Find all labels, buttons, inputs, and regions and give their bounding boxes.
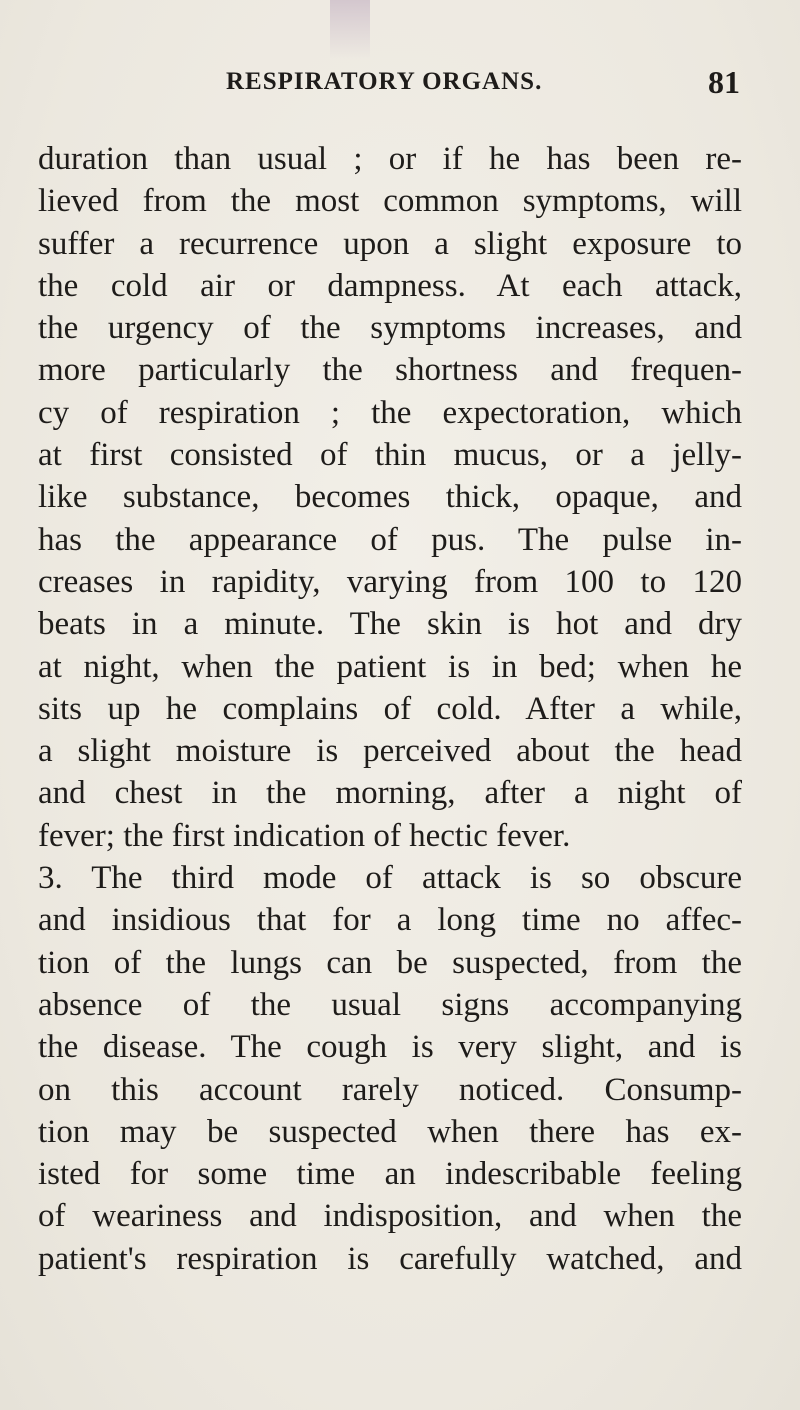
text-line: absence of the usual signs accompanying [38, 986, 742, 1023]
text-line: and insidious that for a long time no affec- [38, 902, 742, 939]
text-line: at night, when the patient is in bed; when he [38, 648, 742, 685]
text-line: has the appearance of pus. The pulse in- [38, 521, 742, 558]
text-line: suffer a recurrence upon a slight exposure to [38, 225, 742, 262]
text-line: the disease. The cough is very slight, and is [38, 1029, 742, 1066]
text-line: lieved from the most common symptoms, will [38, 183, 742, 220]
gutter-shadow [330, 0, 370, 60]
text-line: a slight moisture is perceived about the head [38, 733, 742, 770]
text-line: the urgency of the symptoms increases, and [38, 310, 742, 347]
text-line: duration than usual ; or if he has been re- [38, 141, 742, 177]
text-line: fever; the first indication of hectic fever. [38, 817, 571, 854]
text-line: patient's respiration is carefully watched, and [38, 1240, 742, 1277]
text-line: 3. The third mode of attack is so obscure [38, 860, 742, 897]
text-line: of weariness and indisposition, and when the [38, 1198, 742, 1235]
text-line: creases in rapidity, varying from 100 to 120 [38, 563, 742, 600]
running-head-title: RESPIRATORY ORGANS. [226, 68, 543, 95]
text-line: on this account rarely noticed. Consump- [38, 1071, 742, 1108]
text-line: cy of respiration ; the expectoration, which [38, 394, 742, 431]
text-line: tion of the lungs can be suspected, from the [38, 944, 742, 981]
running-head [36, 64, 740, 108]
text-line: more particularly the shortness and frequen- [38, 352, 742, 389]
text-line: sits up he complains of cold. After a while, [38, 690, 742, 727]
text-line: beats in a minute. The skin is hot and dry [38, 606, 742, 643]
text-line: tion may be suspected when there has ex- [38, 1113, 742, 1150]
text-line: like substance, becomes thick, opaque, and [38, 479, 742, 516]
text-line: and chest in the morning, after a night of [38, 775, 742, 812]
page-number: 81 [708, 64, 740, 100]
body-text [38, 138, 742, 1280]
text-line: at first consisted of thin mucus, or a jelly- [38, 437, 742, 474]
text-line: the cold air or dampness. At each attack, [38, 267, 742, 304]
text-line: isted for some time an indescribable feeling [38, 1156, 742, 1193]
